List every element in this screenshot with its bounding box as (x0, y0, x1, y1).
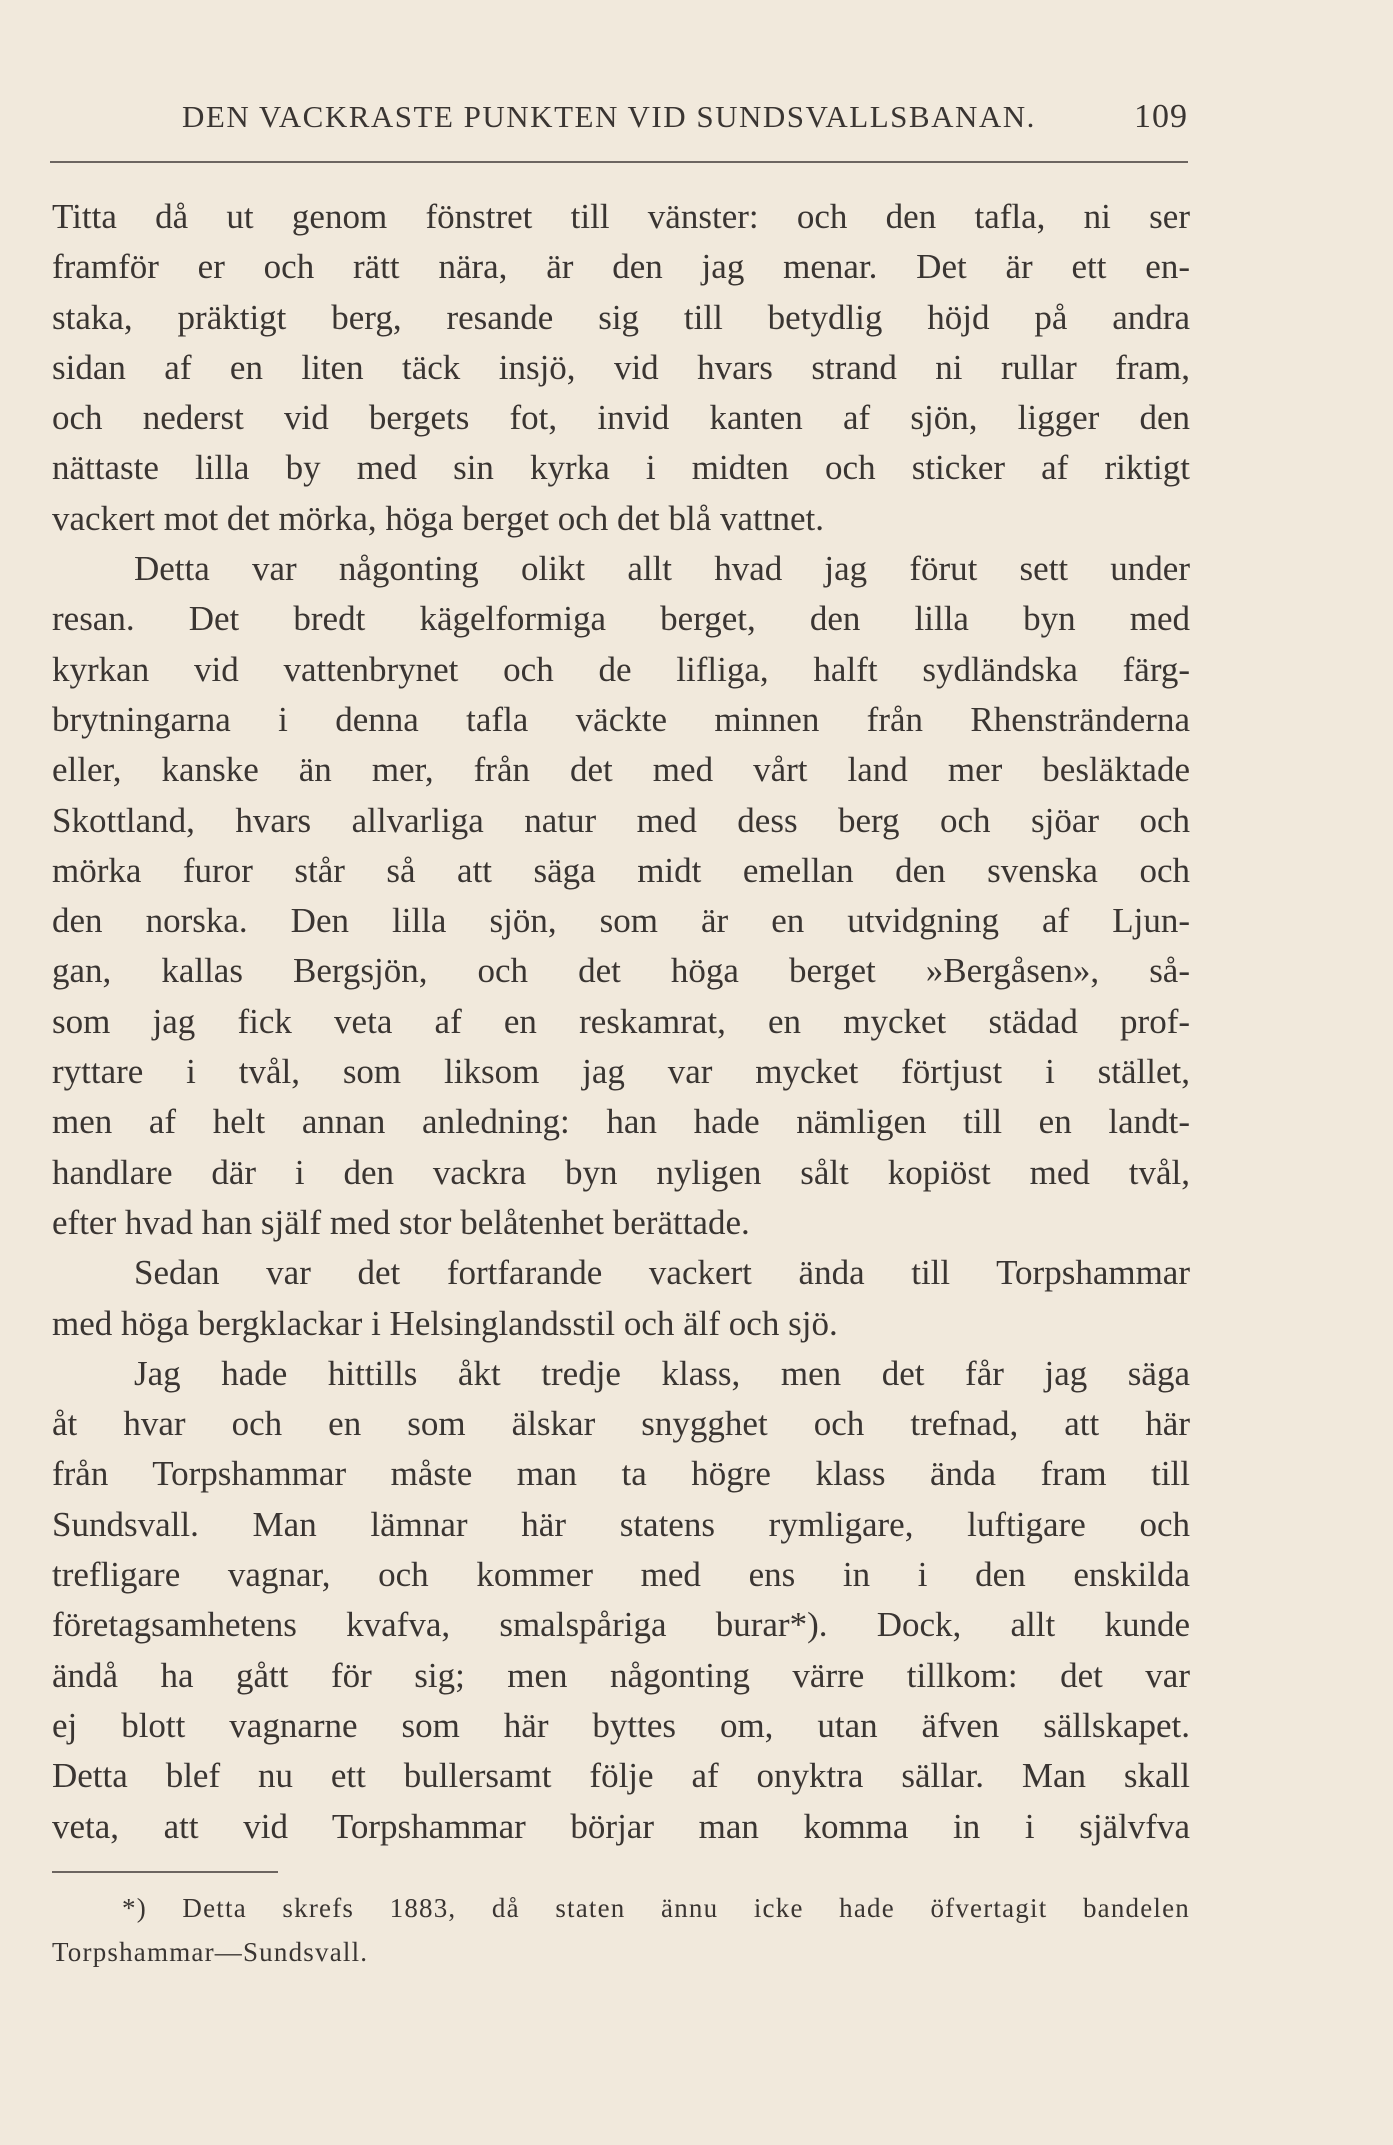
text-line: men af helt annan anledning: han hade nämligen till en landt- (52, 1102, 1190, 1142)
text-line: med höga bergklackar i Helsinglandsstil och älf och sjö. (52, 1303, 838, 1343)
text-line: åt hvar och en som älskar snygghet och trefnad, att här (52, 1404, 1190, 1444)
text-line: gan, kallas Bergsjön, och det höga berget »Bergåsen», så- (52, 951, 1190, 991)
text-line: Sundsvall. Man lämnar här statens rymligare, luftigare och (52, 1504, 1190, 1544)
text-line: Sedan var det fortfarande vackert ända till Torpshammar (134, 1253, 1190, 1293)
text-line: Titta då ut genom fönstret till vänster: och den tafla, ni ser (52, 197, 1190, 236)
running-title: DEN VACKRASTE PUNKTEN VID SUNDSVALLSBANAN. (182, 99, 1036, 134)
text-line: den norska. Den lilla sjön, som är en utvidgning af Ljun- (52, 901, 1190, 941)
text-line: brytningarna i denna tafla väckte minnen från Rhenstränderna (52, 699, 1190, 739)
text-line: veta, att vid Torpshammar börjar man komma in i självfva (52, 1806, 1190, 1846)
text-line: som jag fick veta af en reskamrat, en mycket städad prof- (52, 1001, 1190, 1041)
text-line: Detta var någonting olikt allt hvad jag förut sett under (134, 549, 1190, 589)
text-line: sidan af en liten täck insjö, vid hvars strand ni rullar fram, (52, 347, 1190, 387)
text-line: trefligare vagnar, och kommer med ens in i den enskilda (52, 1555, 1190, 1595)
text-line: framför er och rätt nära, är den jag menar. Det är ett en- (52, 247, 1190, 287)
text-line: och nederst vid bergets fot, invid kanten af sjön, ligger den (52, 398, 1190, 438)
text-line: Skottland, hvars allvarliga natur med dess berg och sjöar och (52, 800, 1190, 840)
text-line: Detta blef nu ett bullersamt följe af onyktra sällar. Man skall (52, 1756, 1190, 1796)
body-text (52, 192, 1190, 1852)
text-line: vackert mot det mörka, höga berget och det blå vattnet. (52, 498, 824, 538)
page-number: 109 (1134, 98, 1188, 135)
text-line: kyrkan vid vattenbrynet och de lifliga, halft sydländska färg- (52, 649, 1190, 689)
footnote-line: *) Detta skrefs 1883, då staten ännu icke hade öfvertagit bandelen (122, 1893, 1190, 1923)
text-line: eller, kanske än mer, från det med vårt land mer besläktade (52, 750, 1190, 790)
running-head (50, 92, 1188, 142)
header-rule (50, 161, 1188, 163)
text-line: efter hvad han själf med stor belåtenhet berättade. (52, 1202, 750, 1242)
text-line: företagsamhetens kvafva, smalspåriga burar*). Dock, allt kunde (52, 1605, 1190, 1645)
text-line: staka, präktigt berg, resande sig till betydlig höjd på andra (52, 297, 1190, 337)
text-line: ej blott vagnarne som här byttes om, utan äfven sällskapet. (52, 1705, 1190, 1745)
text-line: ändå ha gått för sig; men någonting värre tillkom: det var (52, 1655, 1190, 1695)
footnote-rule (52, 1871, 278, 1873)
footnote (52, 1886, 1190, 1974)
text-line: ryttare i tvål, som liksom jag var mycket förtjust i stället, (52, 1052, 1190, 1092)
text-line: Jag hade hittills åkt tredje klass, men det får jag säga (134, 1353, 1190, 1393)
text-line: resan. Det bredt kägelformiga berget, den lilla byn med (52, 599, 1190, 639)
footnote-line: Torpshammar—Sundsvall. (52, 1937, 369, 1967)
text-line: nättaste lilla by med sin kyrka i midten och sticker af riktigt (52, 448, 1190, 488)
text-line: från Torpshammar måste man ta högre klass ända fram till (52, 1454, 1190, 1494)
text-line: mörka furor står så att säga midt emellan den svenska och (52, 850, 1190, 890)
text-line: handlare där i den vackra byn nyligen sålt kopiöst med tvål, (52, 1152, 1190, 1192)
